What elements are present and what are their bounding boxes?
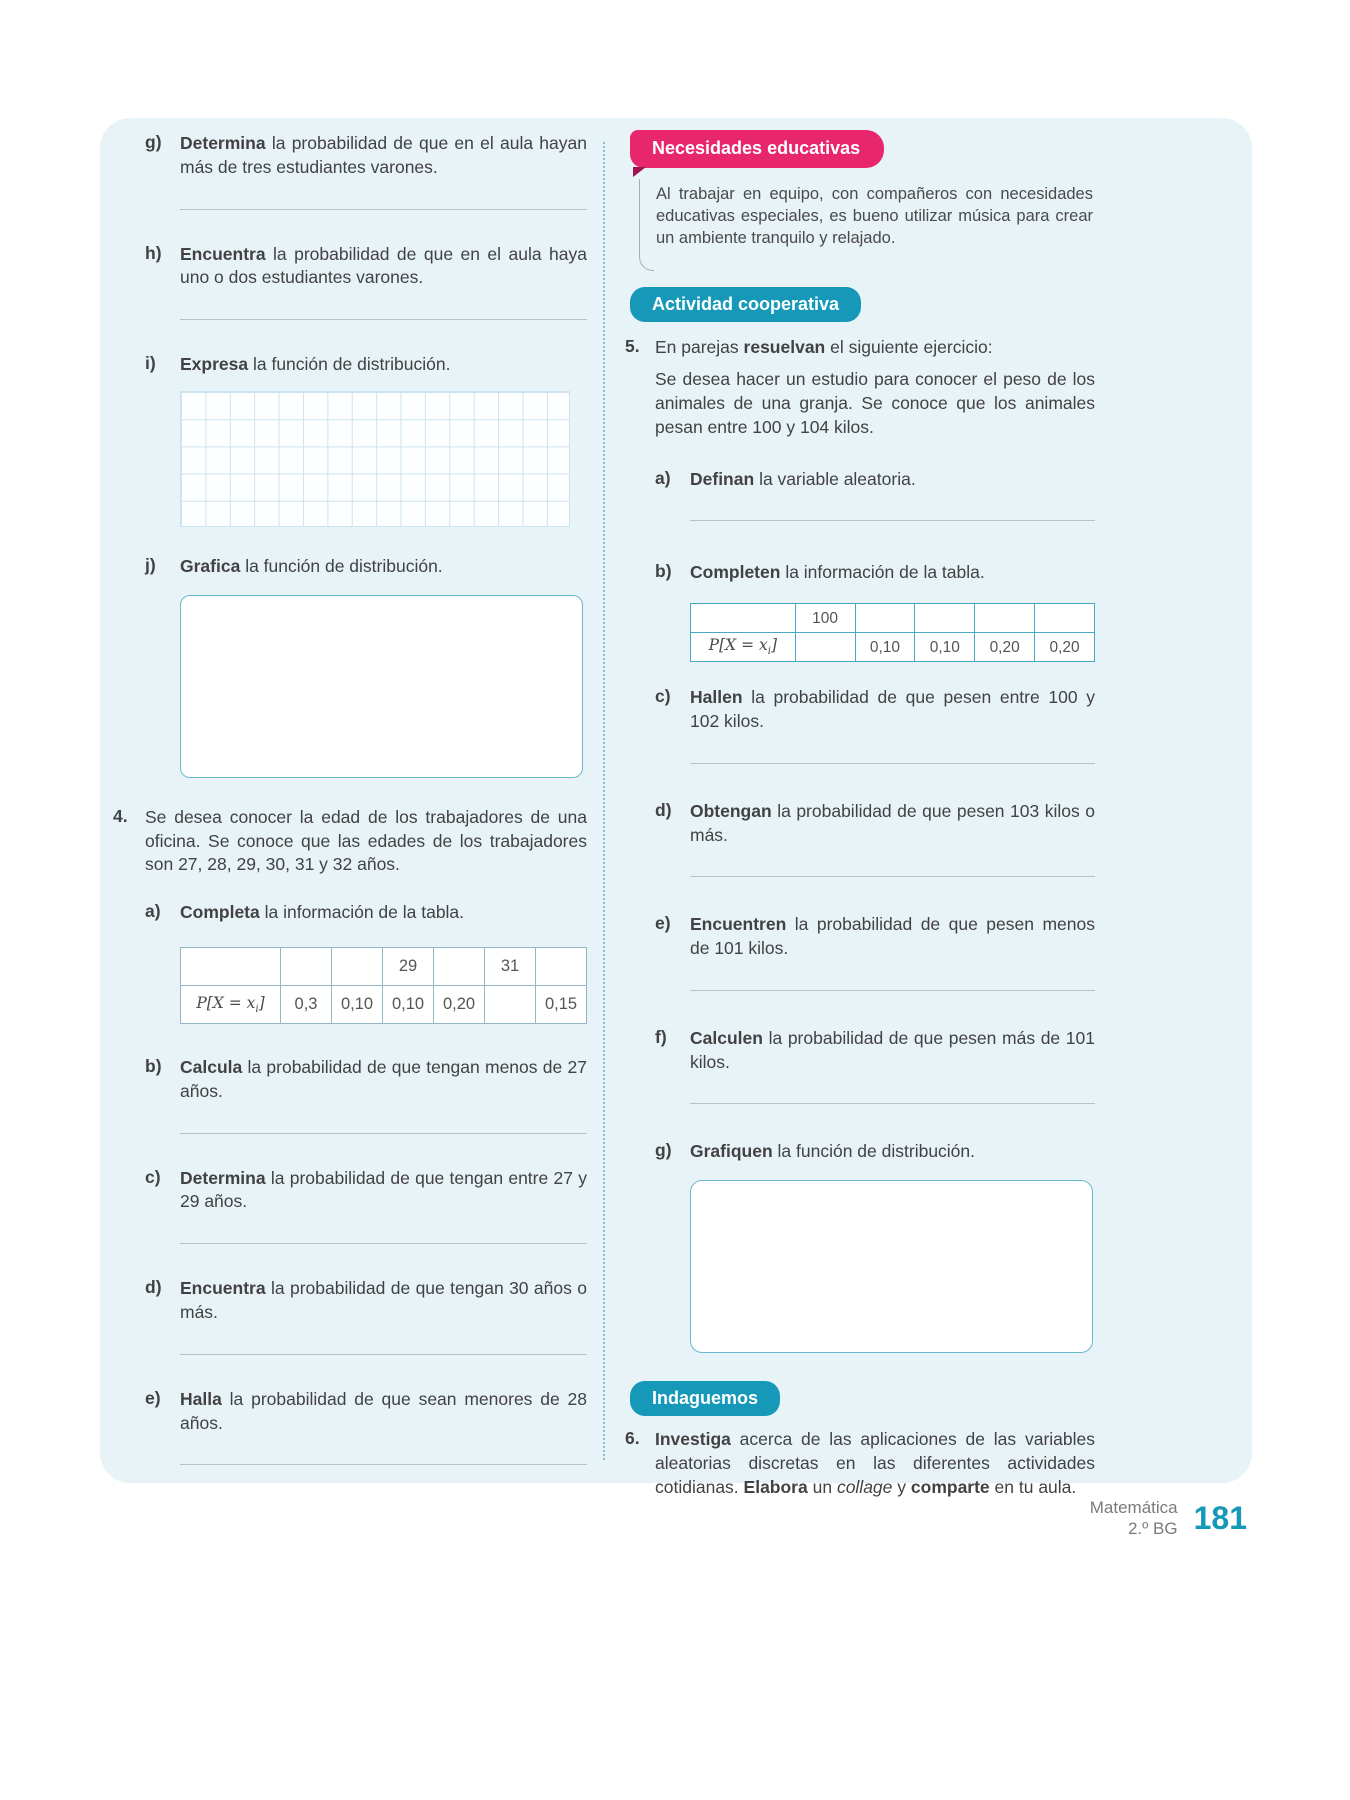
question-text: Encuentra la probabilidad de que tengan 30 años o más.	[180, 1278, 587, 1322]
question-letter: e)	[145, 1387, 161, 1408]
question-text: Hallen la probabilidad de que pesen entre 100 y 102 kilos.	[690, 687, 1095, 731]
table-cell	[691, 604, 796, 633]
table-cell	[795, 633, 855, 662]
table-cell: 29	[383, 947, 434, 985]
answer-line	[180, 1354, 587, 1355]
table-cell	[485, 985, 536, 1023]
page-number: 181	[1193, 1500, 1247, 1537]
question-letter: f)	[655, 1026, 667, 1047]
question-text: Obtengan la probabilidad de que pesen 103 kilos o más.	[690, 800, 1095, 845]
special-needs-badge: Necesidades educativas	[630, 130, 884, 168]
left-column	[113, 132, 587, 1498]
question-text: Completen la información de la tabla.	[690, 562, 985, 583]
question-letter: d)	[655, 799, 672, 820]
question-text: Calcula la probabilidad de que tengan menos de 27 años.	[180, 1056, 587, 1101]
table-cell: 0,10	[855, 633, 915, 662]
question-4a	[145, 901, 587, 1030]
exercise-5	[625, 336, 1095, 439]
cooperative-activity-badge: Actividad cooperativa	[630, 287, 861, 322]
table-cell: 0,15	[536, 985, 587, 1023]
question-g	[145, 132, 587, 210]
question-4c	[145, 1167, 587, 1245]
answer-line	[690, 876, 1095, 877]
answer-line	[690, 1103, 1095, 1104]
question-text: Expresa la función de distribución.	[180, 354, 451, 375]
question-4e	[145, 1388, 587, 1466]
question-j	[145, 555, 587, 778]
table-cell	[281, 947, 332, 985]
answer-line	[180, 1133, 587, 1134]
question-letter: j)	[145, 554, 156, 575]
weights-probability-table	[690, 603, 1095, 662]
book-grade: 2.º BG	[1127, 1518, 1178, 1538]
question-text: Grafica la función de distribución.	[180, 555, 443, 576]
question-letter: c)	[145, 1166, 161, 1187]
question-text: Encuentren la probabilidad de que pesen menos de 101 kilos.	[690, 914, 1095, 959]
exercise-text: Se desea hacer un estudio para conocer el peso de los animales de una granja. Se conoce que los animales pesan entre 100 y 104 kilos.	[655, 369, 1095, 437]
question-text: Definan la variable aleatoria.	[690, 468, 916, 489]
question-4d	[145, 1277, 587, 1355]
question-5b	[655, 561, 1095, 664]
table-cell: 0,10	[915, 633, 975, 662]
table-cell: 0,10	[332, 985, 383, 1023]
table-cell	[434, 947, 485, 985]
graph-answer-box	[180, 595, 583, 778]
table-cell: 0,10	[383, 985, 434, 1023]
exercise-6	[625, 1428, 1095, 1499]
question-letter: e)	[655, 913, 671, 934]
exercise-number: 4.	[113, 805, 128, 826]
answer-line	[690, 520, 1095, 521]
page-footer	[1090, 1498, 1247, 1539]
answer-line	[180, 209, 587, 210]
question-letter: h)	[145, 242, 162, 263]
column-divider	[603, 142, 605, 1460]
question-letter: a)	[145, 901, 161, 922]
book-brand	[1090, 1498, 1178, 1539]
table-cell: 100	[795, 604, 855, 633]
table-cell	[332, 947, 383, 985]
question-text: Calculen la probabilidad de que pesen más de 101 kilos.	[690, 1027, 1095, 1072]
question-letter: d)	[145, 1277, 162, 1298]
table-cell: 0,20	[1035, 633, 1095, 662]
graph-answer-box	[690, 1180, 1093, 1353]
question-letter: g)	[655, 1140, 672, 1161]
answer-line	[690, 990, 1095, 991]
question-5c	[655, 686, 1095, 764]
inquiry-badge: Indaguemos	[630, 1381, 780, 1416]
book-title: Matemática	[1089, 1498, 1178, 1517]
note-bracket-line	[639, 179, 654, 271]
special-needs-note	[630, 183, 1095, 249]
table-cell	[536, 947, 587, 985]
answer-line	[690, 763, 1095, 764]
question-5e	[655, 913, 1095, 991]
table-cell	[915, 604, 975, 633]
distribution-function-grid	[180, 391, 570, 527]
table-row	[691, 633, 1095, 662]
question-5d	[655, 800, 1095, 878]
exercise-text: Se desea conocer la edad de los trabajadores de una oficina. Se conoce que las edades de los trabajadores son 27, 28, 29, 30, 31 y 32 años.	[145, 806, 587, 875]
table-cell: 0,20	[434, 985, 485, 1023]
exercise-text: Investiga acerca de las aplicaciones de las variables aleatorias discretas en las diferentes actividades cotidianas. Elabora un collage y comparte en tu aula.	[655, 1429, 1095, 1497]
exercise-4	[113, 806, 587, 877]
question-text: Determina la probabilidad de que tengan entre 27 y 29 años.	[180, 1167, 587, 1212]
exercise-number: 5.	[625, 336, 640, 357]
table-row	[691, 604, 1095, 633]
ages-probability-table	[180, 947, 587, 1024]
question-letter: c)	[655, 686, 671, 707]
answer-line	[180, 1464, 587, 1465]
question-h	[145, 243, 587, 321]
question-i	[145, 353, 587, 527]
answer-line	[180, 1243, 587, 1244]
question-text: Halla la probabilidad de que sean menores de 28 años.	[180, 1388, 587, 1433]
question-text: Grafiquen la función de distribución.	[690, 1141, 976, 1162]
question-5g	[655, 1140, 1095, 1353]
table-row	[181, 947, 587, 985]
table-cell-label: $P[X = x_i]$	[181, 985, 281, 1023]
question-letter: b)	[655, 561, 672, 582]
question-text: Determina la probabilidad de que en el aula hayan más de tres estudiantes varones.	[180, 133, 587, 177]
table-cell: 0,20	[975, 633, 1035, 662]
question-text: Completa la información de la tabla.	[180, 902, 465, 923]
question-5a	[655, 468, 1095, 522]
question-letter: g)	[145, 132, 162, 152]
exercise-number: 6.	[625, 1428, 640, 1449]
table-row	[181, 985, 587, 1023]
table-cell	[975, 604, 1035, 633]
question-letter: a)	[655, 467, 671, 488]
exercise-intro: En parejas resuelvan el siguiente ejercicio:	[655, 337, 993, 358]
question-4b	[145, 1056, 587, 1134]
question-letter: i)	[145, 353, 156, 374]
table-cell: 31	[485, 947, 536, 985]
question-text: Encuentra la probabilidad de que en el aula haya uno o dos estudiantes varones.	[180, 243, 587, 288]
question-5f	[655, 1027, 1095, 1105]
table-cell	[181, 947, 281, 985]
table-cell: 0,3	[281, 985, 332, 1023]
table-cell	[1035, 604, 1095, 633]
question-letter: b)	[145, 1055, 162, 1076]
right-column	[625, 130, 1095, 1522]
special-needs-text: Al trabajar en equipo, con compañeros con necesidades educativas especiales, es bueno utilizar música para crear un ambiente tranquilo y relajado.	[656, 185, 1093, 248]
table-cell	[855, 604, 915, 633]
answer-line	[180, 319, 587, 320]
table-cell-label: $P[X = x_i]$	[691, 633, 796, 662]
